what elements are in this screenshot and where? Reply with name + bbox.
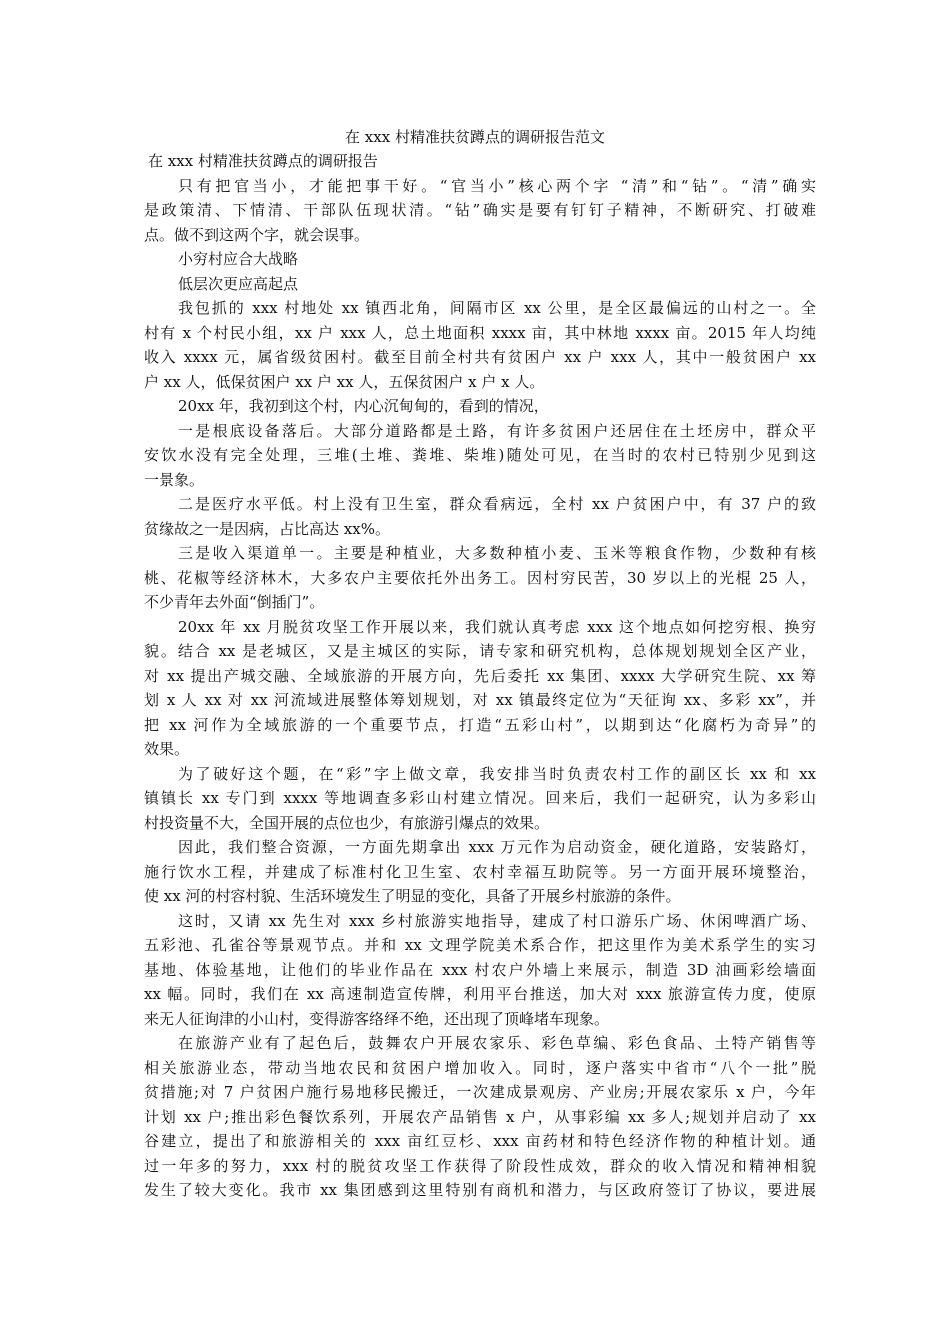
text-line: 把 xx 河作为全域旅游的一个重要节点，打造“五彩山村”，以期到达“化腐朽为奇异”的 (144, 715, 816, 734)
text-line: 一是根底设备落后。大部分道路都是土路，有许多贫困户还居住在土坯房中，群众平 (178, 421, 816, 440)
text-line: 户 xx 人，低保贫困户 xx 户 xx 人，五保贫困户 x 户 x 人。 (144, 372, 545, 391)
text-line: 是政策清、下情清、干部队伍现状清。“钻”确实是要有钉钉子精神，不断研究、打破难 (144, 201, 816, 219)
text-line: 点。做不到这两个字，就会误事。 (144, 225, 370, 244)
text-line: 因此，我们整合资源，一方面先期拿出 xxx 万元作为启动资金，硬化道路，安装路灯， (178, 838, 816, 856)
text-line: 村有 x 个村民小组，xx 户 xxx 人，总土地面积 xxxx 亩，其中林地 xxxx 亩。2015 年人均纯 (144, 323, 816, 342)
document-title: 在 xxx 村精准扶贫蹲点的调研报告范文 (345, 128, 605, 146)
text-line: 施行饮水工程，并建成了标准村化卫生室、农村幸福互助院等。另一方面开展环境整治， (144, 862, 816, 881)
text-line: 为了破好这个题，在“彩”字上做文章，我安排当时负责农村工作的副区长 xx 和 xx (178, 764, 816, 783)
text-line: 貌。结合 xx 是老城区，又是主城区的实际，请专家和研究机构，总体规划规划全区产业， (144, 642, 816, 660)
text-line: 村投资量不大，全国开展的点位也少，有旅游引爆点的效果。 (144, 813, 550, 832)
text-line: 安饮水没有完全处理，三堆(土堆、粪堆、柴堆)随处可见，在当时的农村已特别少见到这 (144, 446, 816, 464)
text-line: 使 xx 河的村容村貌、生活环境发生了明显的变化，具备了开展乡村旅游的条件。 (144, 887, 681, 905)
text-line: 计划 xx 户;推出彩色餐饮系列，开展农产品销售 x 户，从事彩编 xx 多人;规划并启动了 xx (144, 1107, 816, 1126)
text-line: 低层次更应高起点 (178, 274, 299, 293)
text-line: xx 幅。同时，我们在 xx 高速制造宣传牌，利用平台推送，加大对 xxx 旅游宣传力度，使原 (144, 985, 816, 1003)
text-line: 一景象。 (144, 470, 205, 489)
text-line: 不少青年去外面“倒插门”。 (144, 593, 325, 611)
text-line: 20xx 年，我初到这个村，内心沉甸甸的，看到的情况， (178, 397, 549, 415)
text-line: 小穷村应合大战略 (178, 250, 299, 268)
text-line: 对 xx 提出产城交融、全域旅游的开展方向，先后委托 xx 集团、xxxx 大学研究生院、xx 筹 (144, 666, 816, 685)
text-line: 桃、花椒等经济林木，大多农户主要依托外出务工。因村穷民苦，30 岁以上的光棍 25 人， (144, 568, 816, 587)
text-line: 基地、体验基地，让他们的毕业作品在 xxx 村农户外墙上来展示，制造 3D 油画彩绘墙面 (144, 960, 816, 979)
text-line: 镇镇长 xx 专门到 xxxx 等地调查多彩山村建立情况。回来后，我们一起研究，认为多彩山 (144, 789, 816, 807)
text-line: 相关旅游业态，带动当地农民和贫困户增加收入。同时，逐户落实中省市“八个一批”脱 (144, 1058, 816, 1077)
text-line: 贫措施;对 7 户贫困户施行易地移民搬迁，一次建成景观房、产业房;开展农家乐 x 户，今年 (144, 1083, 816, 1101)
text-line: 谷建立，提出了和旅游相关的 xxx 亩红豆杉、xxx 亩药材和特色经济作物的种植计划。通 (144, 1132, 816, 1150)
text-line: 来无人征询津的小山村，变得游客络绎不绝，还出现了顶峰堵车现象。 (144, 1009, 610, 1028)
text-line: 在旅游产业有了起色后，鼓舞农户开展农家乐、彩色草编、彩色食品、土特产销售等 (178, 1034, 816, 1052)
text-line: 我包抓的 xxx 村地处 xx 镇西北角，间隔市区 xx 公里，是全区最偏远的山村之一。全 (178, 299, 816, 317)
text-line: 二是医疗水平低。村上没有卫生室，群众看病远，全村 xx 户贫困户中，有 37 户的致 (178, 495, 816, 513)
document-body (144, 149, 816, 1203)
text-line: 五彩池、孔雀谷等景观节点。并和 xx 文理学院美术系合作，把这里作为美术系学生的实习 (144, 936, 816, 954)
text-line: 收入 xxxx 元，属省级贫困村。截至目前全村共有贫困户 xx 户 xxx 人，其中一般贫困户 xx (144, 348, 816, 366)
text-line: 效果。 (144, 740, 190, 758)
text-line: 贫缘故之一是因病，占比高达 xx%。 (144, 519, 390, 538)
text-line: 发生了较大变化。我市 xx 集团感到这里特别有商机和潜力，与区政府签订了协议，要进展 (144, 1181, 816, 1199)
text-line: 三是收入渠道单一。主要是种植业，大多数种植小麦、玉米等粮食作物，少数种有核 (178, 544, 816, 562)
text-line: 划 x 人 xx 对 xx 河流域进展整体筹划规划，对 xx 镇最终定位为“天征询 xx、多彩 xx”，并 (144, 691, 816, 709)
text-line: 只有把官当小，才能把事干好。“官当小”核心两个字 “清”和“钻”。“清”确实 (178, 176, 816, 195)
document-subtitle: 在 xxx 村精准扶贫蹲点的调研报告 (148, 152, 378, 170)
text-line: 这时，又请 xx 先生对 xxx 乡村旅游实地指导，建成了村口游乐广场、休闲啤酒广场、 (178, 911, 816, 930)
text-line: 20xx 年 xx 月脱贫攻坚工作开展以来，我们就认真考虑 xxx 这个地点如何挖穷根、换穷 (178, 617, 816, 636)
text-line: 过一年多的努力，xxx 村的脱贫攻坚工作获得了阶段性成效，群众的收入情况和精神相貌 (144, 1156, 816, 1175)
